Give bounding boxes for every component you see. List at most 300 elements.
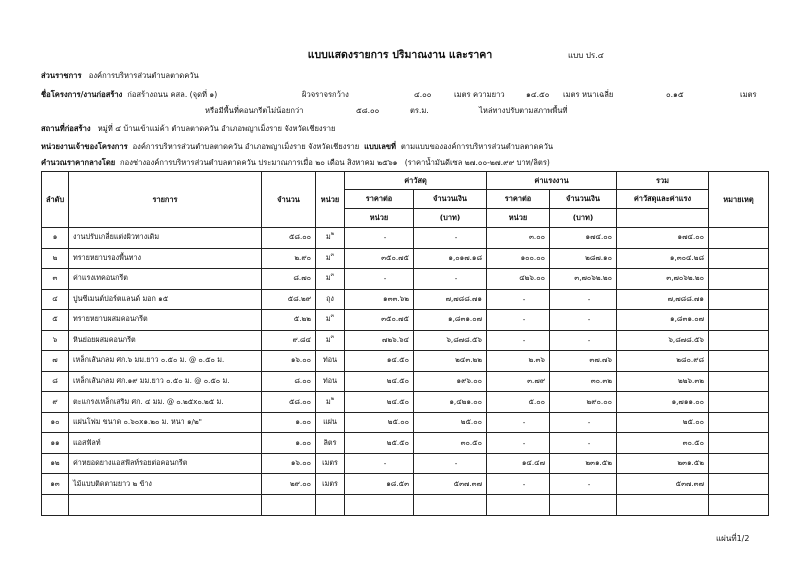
cell-no bbox=[42, 371, 69, 392]
cell-item-text: ตะแกรงเหล็กเสริม ศก. ๔ มม. @ ๐.๒๕x๐.๒๕ ม. bbox=[73, 396, 224, 406]
cell-total bbox=[617, 412, 709, 433]
cell-item-text: แอสฟัลท์ bbox=[73, 437, 101, 447]
estimator-line bbox=[41, 157, 550, 169]
cell-material-amount bbox=[414, 474, 487, 495]
cell-labor-amount bbox=[550, 412, 617, 433]
cell-no-text: ๑๒ bbox=[50, 458, 60, 468]
cell-qty bbox=[262, 228, 316, 249]
cell-no-text: ๑ bbox=[52, 232, 58, 242]
cell-no-text: ๖ bbox=[52, 334, 58, 344]
cell-material-unit-price-text: - bbox=[383, 459, 387, 469]
cell-material-amount-text: ๑,๐๑๗.๑๘ bbox=[448, 252, 482, 262]
cell-unit bbox=[316, 248, 345, 269]
cell-empty bbox=[617, 494, 709, 515]
cell-labor-unit-price-text: - bbox=[522, 438, 526, 448]
cell-labor-amount-text: ๓๗.๗๖ bbox=[589, 355, 612, 365]
cell-labor-amount bbox=[550, 330, 617, 351]
cell-item-text: ทรายหยาบผสมคอนกรีต bbox=[73, 314, 148, 324]
cell-material-unit-price bbox=[345, 269, 414, 290]
cell-material-unit-price bbox=[345, 351, 414, 372]
cell-item-text: เหล็กเส้นกลม ศก.๑๙ มม.ยาว ๐.๕๐ ม. @ ๐.๕๐ ม. bbox=[73, 375, 230, 385]
cell-qty bbox=[262, 433, 316, 454]
header-qty: จำนวน bbox=[262, 172, 316, 228]
cell-no-text: ๔ bbox=[52, 293, 58, 303]
cell-total-text: ๓๐.๕๐ bbox=[682, 437, 704, 447]
cell-labor-unit-price-text: - bbox=[522, 418, 526, 428]
project-label: ชื่อโครงการ/งานก่อสร้าง bbox=[41, 90, 123, 99]
cell-material-amount-text: ๑,๔๒๑.๐๐ bbox=[449, 396, 482, 406]
cell-labor-amount-text: - bbox=[587, 315, 591, 325]
cell-labor-unit-price bbox=[487, 412, 550, 433]
cell-total-text: ๓,๗๐๖๒.๒๐ bbox=[666, 273, 704, 283]
cell-item-text: ทรายหยาบรองพื้นทาง bbox=[73, 252, 142, 262]
cell-unit-text: เมตร bbox=[322, 458, 338, 468]
cell-labor-amount-text: ๑๗๔.๐๐ bbox=[585, 232, 612, 242]
cell-material-unit-price bbox=[345, 228, 414, 249]
cell-no bbox=[42, 310, 69, 331]
cell-item bbox=[69, 269, 262, 290]
cell-total-text: ๒๓๑.๕๒ bbox=[677, 458, 704, 468]
cell-item bbox=[69, 310, 262, 331]
cell-qty bbox=[262, 330, 316, 351]
length-label: เมตร ความยาว bbox=[454, 90, 505, 99]
cell-unit bbox=[316, 371, 345, 392]
cell-item bbox=[69, 412, 262, 433]
cell-material-amount-text: ๒๔๓.๒๒ bbox=[455, 355, 482, 365]
width-label: ผิวจราจรกว้าง bbox=[302, 90, 349, 99]
cell-material-amount-text: ๗,๗๘๘.๗๑ bbox=[445, 293, 482, 303]
cell-labor-unit-price-text: - bbox=[522, 479, 526, 489]
cell-material-amount-text: ๒๕.๐๐ bbox=[460, 417, 482, 427]
cell-qty bbox=[262, 248, 316, 269]
cell-unit bbox=[316, 392, 345, 413]
header-remark: หมายเหตุ bbox=[709, 172, 769, 228]
agency-value: องค์การบริหารส่วนตำบลตาดควัน bbox=[88, 71, 199, 80]
cell-material-unit-price-text: ๒๔.๕๐ bbox=[386, 375, 409, 385]
cell-material-unit-price-text: - bbox=[383, 274, 387, 284]
cell-labor-amount bbox=[550, 310, 617, 331]
cell-labor-unit-price bbox=[487, 310, 550, 331]
cell-total bbox=[617, 371, 709, 392]
cell-remark bbox=[709, 310, 769, 331]
cell-material-amount-text: - bbox=[454, 459, 458, 469]
agency-label: ส่วนราชการ bbox=[41, 71, 82, 80]
cell-material-unit-price bbox=[345, 392, 414, 413]
header-item: รายการ bbox=[69, 172, 262, 228]
plan-value: ตามแบบขององค์การบริหารส่วนตำบลตาดควัน bbox=[400, 142, 554, 151]
cell-remark bbox=[709, 371, 769, 392]
cell-labor-amount bbox=[550, 289, 617, 310]
cell-unit-text: ม bbox=[325, 232, 331, 242]
cell-no-text: ๕ bbox=[52, 314, 58, 324]
project-value: ก่อสร้างถนน คสล. (จุดที่ ๑) bbox=[127, 90, 218, 99]
cell-qty-text: ๑๖.๐๐ bbox=[290, 355, 311, 365]
cell-total bbox=[617, 433, 709, 454]
cell-labor-unit-price bbox=[487, 248, 550, 269]
owner-line bbox=[41, 141, 553, 153]
cell-material-amount bbox=[414, 433, 487, 454]
cell-qty-text: ๕๘.๐๐ bbox=[288, 396, 311, 406]
cell-material-unit-price bbox=[345, 310, 414, 331]
cell-unit-text: ถุง bbox=[326, 293, 334, 303]
table-row bbox=[42, 453, 769, 474]
cell-unit-text: ท่อน bbox=[323, 355, 337, 365]
cell-material-amount bbox=[414, 412, 487, 433]
bill-of-quantities-table bbox=[41, 171, 769, 516]
cell-material-amount bbox=[414, 310, 487, 331]
header-material: ค่าวัสดุ bbox=[345, 172, 487, 190]
cell-unit-text: ม bbox=[325, 252, 331, 262]
cell-item bbox=[69, 330, 262, 351]
cell-empty bbox=[69, 494, 262, 515]
cell-remark bbox=[709, 330, 769, 351]
cell-item-text: ค่าหยอดยางแอสฟัลท์รอยต่อคอนกรีต bbox=[73, 458, 188, 468]
cell-qty bbox=[262, 351, 316, 372]
cell-labor-unit-price bbox=[487, 392, 550, 413]
form-number: แบบ ปร.๔ bbox=[568, 51, 604, 60]
cell-no bbox=[42, 289, 69, 310]
header-labor-amount: จำนวนเงิน bbox=[550, 190, 617, 209]
table-row-empty bbox=[42, 494, 769, 515]
cell-material-amount bbox=[414, 269, 487, 290]
estimator-value: กองช่างองค์การบริหารส่วนตำบลตาดควัน ประมาณการเมื่อ ๒๐ เดือน สิงหาคม ๒๕๖๑ bbox=[120, 158, 398, 167]
cell-remark bbox=[709, 412, 769, 433]
cell-item bbox=[69, 228, 262, 249]
cell-labor-amount bbox=[550, 392, 617, 413]
header-material-unit-price: ราคาต่อ bbox=[345, 190, 414, 209]
cell-no-text: ๙ bbox=[52, 396, 58, 406]
cell-qty-text: ๘.๐๐ bbox=[294, 375, 311, 385]
cell-remark bbox=[709, 433, 769, 454]
cell-total-text: ๗,๗๘๘.๗๑ bbox=[667, 293, 704, 303]
table-row bbox=[42, 310, 769, 331]
cell-unit-text: เมตร bbox=[322, 478, 338, 488]
cell-unit-text: ท่อน bbox=[323, 375, 337, 385]
cell-empty bbox=[262, 494, 316, 515]
cell-labor-unit-price-text: ๕.๐๐ bbox=[528, 396, 545, 406]
cell-empty bbox=[487, 494, 550, 515]
width-value: ๔.๐๐ bbox=[414, 90, 432, 99]
cell-labor-amount-text: ๒๙๐.๐๐ bbox=[586, 396, 612, 406]
cell-material-unit-price bbox=[345, 371, 414, 392]
cell-labor-unit-price bbox=[487, 289, 550, 310]
cell-empty bbox=[42, 494, 69, 515]
cell-qty-text: ๕.๒๒ bbox=[293, 314, 311, 324]
table-row bbox=[42, 412, 769, 433]
header-material-amount-sub: (บาท) bbox=[414, 209, 487, 228]
cell-unit-text: ลิตร bbox=[323, 437, 337, 447]
cell-no bbox=[42, 228, 69, 249]
cell-qty-text: ๙.๘๔ bbox=[292, 334, 311, 344]
project-line bbox=[41, 89, 217, 101]
cell-qty-text: ๒.๙๐ bbox=[294, 252, 311, 262]
cell-item bbox=[69, 371, 262, 392]
header-material-unit-price-sub: หน่วย bbox=[345, 209, 414, 228]
cell-labor-unit-price bbox=[487, 269, 550, 290]
cell-qty bbox=[262, 412, 316, 433]
table-row bbox=[42, 371, 769, 392]
cell-no bbox=[42, 433, 69, 454]
cell-total bbox=[617, 392, 709, 413]
cell-material-amount-text: ๑,๘๓๑.๐๗ bbox=[448, 314, 482, 324]
header-material-amount: จำนวนเงิน bbox=[414, 190, 487, 209]
cell-item bbox=[69, 474, 262, 495]
cell-qty-text: ๒๙.๐๐ bbox=[289, 478, 311, 488]
cell-total-text: ๑,๗๑๑.๐๐ bbox=[671, 396, 704, 406]
area-value: ๕๘.๐๐ bbox=[356, 106, 380, 115]
cell-labor-amount-text: - bbox=[587, 335, 591, 345]
cell-unit-text: ม bbox=[325, 396, 331, 406]
cell-unit bbox=[316, 412, 345, 433]
cell-labor-amount-text: ๒๓๑.๕๒ bbox=[585, 458, 612, 468]
cell-remark bbox=[709, 228, 769, 249]
cell-material-amount-text: - bbox=[454, 233, 458, 243]
cell-no-text: ๑๐ bbox=[50, 417, 60, 427]
cell-unit-text: แผ่น bbox=[323, 417, 337, 427]
cell-material-amount-text: - bbox=[454, 274, 458, 284]
header-unit: หน่วย bbox=[316, 172, 345, 228]
location-value: หมู่ที่ ๔ บ้านเข้าแม่ค้า ตำบลตาดควัน อำเภอพญาเม็งราย จังหวัดเชียงราย bbox=[97, 124, 336, 133]
cell-unit bbox=[316, 310, 345, 331]
document-title: แบบแสดงรายการ ปริมาณงาน และราคา bbox=[307, 49, 493, 61]
cell-material-unit-price bbox=[345, 248, 414, 269]
cell-total bbox=[617, 453, 709, 474]
cell-material-unit-price-text: ๑๘.๕๓ bbox=[386, 478, 409, 488]
cell-material-unit-price bbox=[345, 433, 414, 454]
cell-labor-unit-price-text: ๑๐๐.๐๐ bbox=[520, 252, 545, 262]
cell-material-unit-price bbox=[345, 330, 414, 351]
cell-material-unit-price-text: ๑๓๓.๖๒ bbox=[383, 293, 409, 303]
cell-item-text: แผ่นโฟม ขนาด ๐.๖๐x๑.๒๐ ม. หนา ๑/๒" bbox=[73, 417, 202, 427]
table-body bbox=[42, 228, 769, 516]
cell-qty bbox=[262, 392, 316, 413]
cell-total-text: ๑,๓๐๔.๒๘ bbox=[669, 252, 704, 262]
cell-remark bbox=[709, 351, 769, 372]
cell-no-text: ๗ bbox=[52, 355, 58, 365]
cell-labor-amount bbox=[550, 269, 617, 290]
cell-labor-unit-price-text: - bbox=[522, 315, 526, 325]
cell-qty bbox=[262, 371, 316, 392]
cell-material-amount bbox=[414, 392, 487, 413]
cell-labor-amount-text: ๓๐.๓๒ bbox=[590, 375, 612, 385]
cell-item-text: งานปรับเกลี่ยแต่งผิวทางเดิม bbox=[73, 232, 160, 242]
cell-total-text: ๑๗๔.๐๐ bbox=[677, 232, 704, 242]
cell-total bbox=[617, 248, 709, 269]
cell-material-amount bbox=[414, 248, 487, 269]
cell-material-unit-price bbox=[345, 289, 414, 310]
page-number: แผ่นที่1/2 bbox=[716, 534, 750, 543]
table-row bbox=[42, 330, 769, 351]
cell-unit bbox=[316, 269, 345, 290]
cell-qty-text: ๘.๗๐ bbox=[293, 273, 311, 283]
cell-no bbox=[42, 474, 69, 495]
cell-labor-unit-price bbox=[487, 474, 550, 495]
cell-remark bbox=[709, 453, 769, 474]
cell-total-text: ๒๒๖.๓๒ bbox=[678, 375, 704, 385]
cell-material-amount-text: ๓๐.๕๐ bbox=[460, 437, 482, 447]
unit-superscript: ๓ bbox=[330, 313, 335, 320]
cell-labor-unit-price-text: ๓.๐๐ bbox=[529, 232, 545, 242]
cell-qty-text: ๑.๐๐ bbox=[295, 417, 311, 427]
cell-unit-text: ม bbox=[325, 273, 331, 283]
cell-material-unit-price bbox=[345, 412, 414, 433]
cell-item-text: ค่าแรงเทคอนกรีต bbox=[73, 273, 128, 283]
cell-material-amount bbox=[414, 371, 487, 392]
table-row bbox=[42, 351, 769, 372]
cell-labor-amount bbox=[550, 474, 617, 495]
cell-qty bbox=[262, 289, 316, 310]
owner-label: หน่วยงานเจ้าของโครงการ bbox=[41, 142, 128, 151]
cell-unit bbox=[316, 351, 345, 372]
cell-item-text: ไม้แบบติดตามยาว ๒ ข้าง bbox=[73, 478, 152, 488]
cell-no-text: ๓ bbox=[52, 273, 58, 283]
thickness-value: ๐.๑๕ bbox=[666, 90, 684, 99]
table-row bbox=[42, 248, 769, 269]
cell-labor-unit-price-text: ๓.๗๙ bbox=[527, 375, 545, 385]
cell-material-amount bbox=[414, 228, 487, 249]
thickness-unit: เมตร bbox=[740, 90, 757, 99]
area-unit: ตร.ม. bbox=[410, 106, 429, 115]
cell-remark bbox=[709, 269, 769, 290]
plan-label: แบบเลขที่ bbox=[364, 142, 397, 151]
cell-item bbox=[69, 433, 262, 454]
cell-no bbox=[42, 453, 69, 474]
cell-no bbox=[42, 351, 69, 372]
cell-unit bbox=[316, 330, 345, 351]
cell-no-text: ๑๑ bbox=[50, 437, 60, 447]
cell-remark bbox=[709, 289, 769, 310]
cell-no bbox=[42, 248, 69, 269]
header-total-sub: ค่าวัสดุและค่าแรง bbox=[617, 190, 709, 209]
cell-qty bbox=[262, 453, 316, 474]
cell-labor-amount bbox=[550, 228, 617, 249]
unit-superscript: ๒ bbox=[330, 395, 335, 402]
cell-labor-unit-price-text: - bbox=[522, 335, 526, 345]
cell-total bbox=[617, 289, 709, 310]
cell-material-unit-price bbox=[345, 453, 414, 474]
cell-no-text: ๒ bbox=[52, 252, 58, 262]
table-row bbox=[42, 474, 769, 495]
cell-material-unit-price-text: - bbox=[383, 233, 387, 243]
cell-total bbox=[617, 351, 709, 372]
cell-item bbox=[69, 289, 262, 310]
cell-material-amount bbox=[414, 351, 487, 372]
length-value: ๑๔.๕๐ bbox=[526, 90, 550, 99]
cell-material-amount bbox=[414, 289, 487, 310]
cell-item bbox=[69, 351, 262, 372]
unit-superscript: ๓ bbox=[330, 251, 335, 258]
cell-material-amount-text: ๕๓๗.๓๗ bbox=[453, 478, 482, 488]
cell-no-text: ๘ bbox=[52, 375, 58, 385]
header-labor-unit-price-sub: หน่วย bbox=[487, 209, 550, 228]
cell-labor-amount bbox=[550, 351, 617, 372]
cell-qty-text: ๕๘.๒๙ bbox=[287, 293, 311, 303]
cell-labor-amount-text: - bbox=[587, 479, 591, 489]
cell-unit bbox=[316, 474, 345, 495]
cell-material-unit-price bbox=[345, 474, 414, 495]
cell-labor-amount bbox=[550, 248, 617, 269]
cell-item bbox=[69, 392, 262, 413]
area-label: หรือมีพื้นที่คอนกรีตไม่น้อยกว่า bbox=[205, 106, 304, 115]
cell-material-amount-text: ๖,๘๗๘.๕๖ bbox=[446, 334, 482, 344]
cell-qty bbox=[262, 310, 316, 331]
cell-total bbox=[617, 228, 709, 249]
cell-labor-unit-price-text: ๒.๓๖ bbox=[528, 355, 545, 365]
cell-remark bbox=[709, 248, 769, 269]
cell-labor-unit-price-text: ๑๔.๔๗ bbox=[521, 458, 545, 468]
cell-item bbox=[69, 453, 262, 474]
cell-material-amount bbox=[414, 453, 487, 474]
cell-material-unit-price-text: ๗๒๖.๖๔ bbox=[382, 334, 409, 344]
cell-qty-text: ๕๘.๐๐ bbox=[288, 232, 311, 242]
cell-unit bbox=[316, 433, 345, 454]
cell-unit-text: ม bbox=[325, 334, 331, 344]
owner-value: องค์การบริหารส่วนตำบลตาดควัน อำเภอพญาเม็งราย จังหวัดเชียงราย bbox=[132, 142, 360, 151]
header-total: รวม bbox=[617, 172, 709, 190]
header-labor-amount-sub: (บาท) bbox=[550, 209, 617, 228]
cell-labor-unit-price-text: - bbox=[522, 294, 526, 304]
cell-material-unit-price-text: ๓๕๐.๗๕ bbox=[381, 252, 409, 262]
cell-total-text: ๒๘๐.๙๘ bbox=[676, 355, 704, 365]
fuel-note: (ราคาน้ำมันดีเซล ๒๗.๐๐-๒๗.๙๙ บาท/ลิตร) bbox=[404, 158, 550, 167]
cell-total bbox=[617, 310, 709, 331]
cell-labor-amount-text: - bbox=[587, 294, 591, 304]
cell-no bbox=[42, 412, 69, 433]
cell-total-text: ๕๓๗.๓๗ bbox=[675, 478, 704, 488]
cell-total bbox=[617, 269, 709, 290]
agency-line bbox=[41, 70, 199, 82]
cell-remark bbox=[709, 474, 769, 495]
location-label: สถานที่ก่อสร้าง bbox=[41, 124, 91, 133]
table-row bbox=[42, 269, 769, 290]
cell-labor-unit-price bbox=[487, 433, 550, 454]
cell-material-unit-price-text: ๒๔.๕๐ bbox=[386, 396, 409, 406]
thickness-label: เมตร หนาเฉลี่ย bbox=[563, 90, 614, 99]
cell-labor-amount-text: - bbox=[587, 418, 591, 428]
cell-labor-amount bbox=[550, 371, 617, 392]
cell-labor-unit-price bbox=[487, 228, 550, 249]
cell-remark bbox=[709, 392, 769, 413]
cell-item-text: หินย่อยผสมคอนกรีต bbox=[73, 334, 136, 344]
cell-material-unit-price-text: ๒๕.๐๐ bbox=[387, 417, 409, 427]
table-row bbox=[42, 289, 769, 310]
cell-qty-text: ๑๖.๐๐ bbox=[290, 458, 311, 468]
cell-labor-amount-text: ๓,๗๐๖๒.๒๐ bbox=[574, 273, 612, 283]
unit-superscript: ๓ bbox=[330, 333, 335, 340]
cell-no bbox=[42, 392, 69, 413]
cell-empty bbox=[316, 494, 345, 515]
location-line bbox=[41, 123, 335, 135]
cell-no-text: ๑๓ bbox=[50, 478, 60, 488]
cell-labor-amount bbox=[550, 433, 617, 454]
cell-unit bbox=[316, 289, 345, 310]
cell-qty bbox=[262, 474, 316, 495]
cell-labor-amount-text: - bbox=[587, 438, 591, 448]
unit-superscript: ๒ bbox=[330, 231, 335, 238]
cell-empty bbox=[345, 494, 414, 515]
cell-material-amount bbox=[414, 330, 487, 351]
cell-item bbox=[69, 248, 262, 269]
cell-empty bbox=[414, 494, 487, 515]
cell-qty-text: ๑.๐๐ bbox=[295, 437, 311, 447]
cell-labor-amount-text: ๒๘๗.๑๐ bbox=[585, 252, 612, 262]
cell-material-unit-price-text: ๓๕๐.๗๕ bbox=[381, 314, 409, 324]
unit-superscript: ๓ bbox=[330, 272, 335, 279]
cell-total-text: ๒๕.๐๐ bbox=[682, 417, 704, 427]
cell-total-text: ๑,๘๓๑.๐๗ bbox=[670, 314, 704, 324]
cell-unit bbox=[316, 453, 345, 474]
cell-labor-amount bbox=[550, 453, 617, 474]
